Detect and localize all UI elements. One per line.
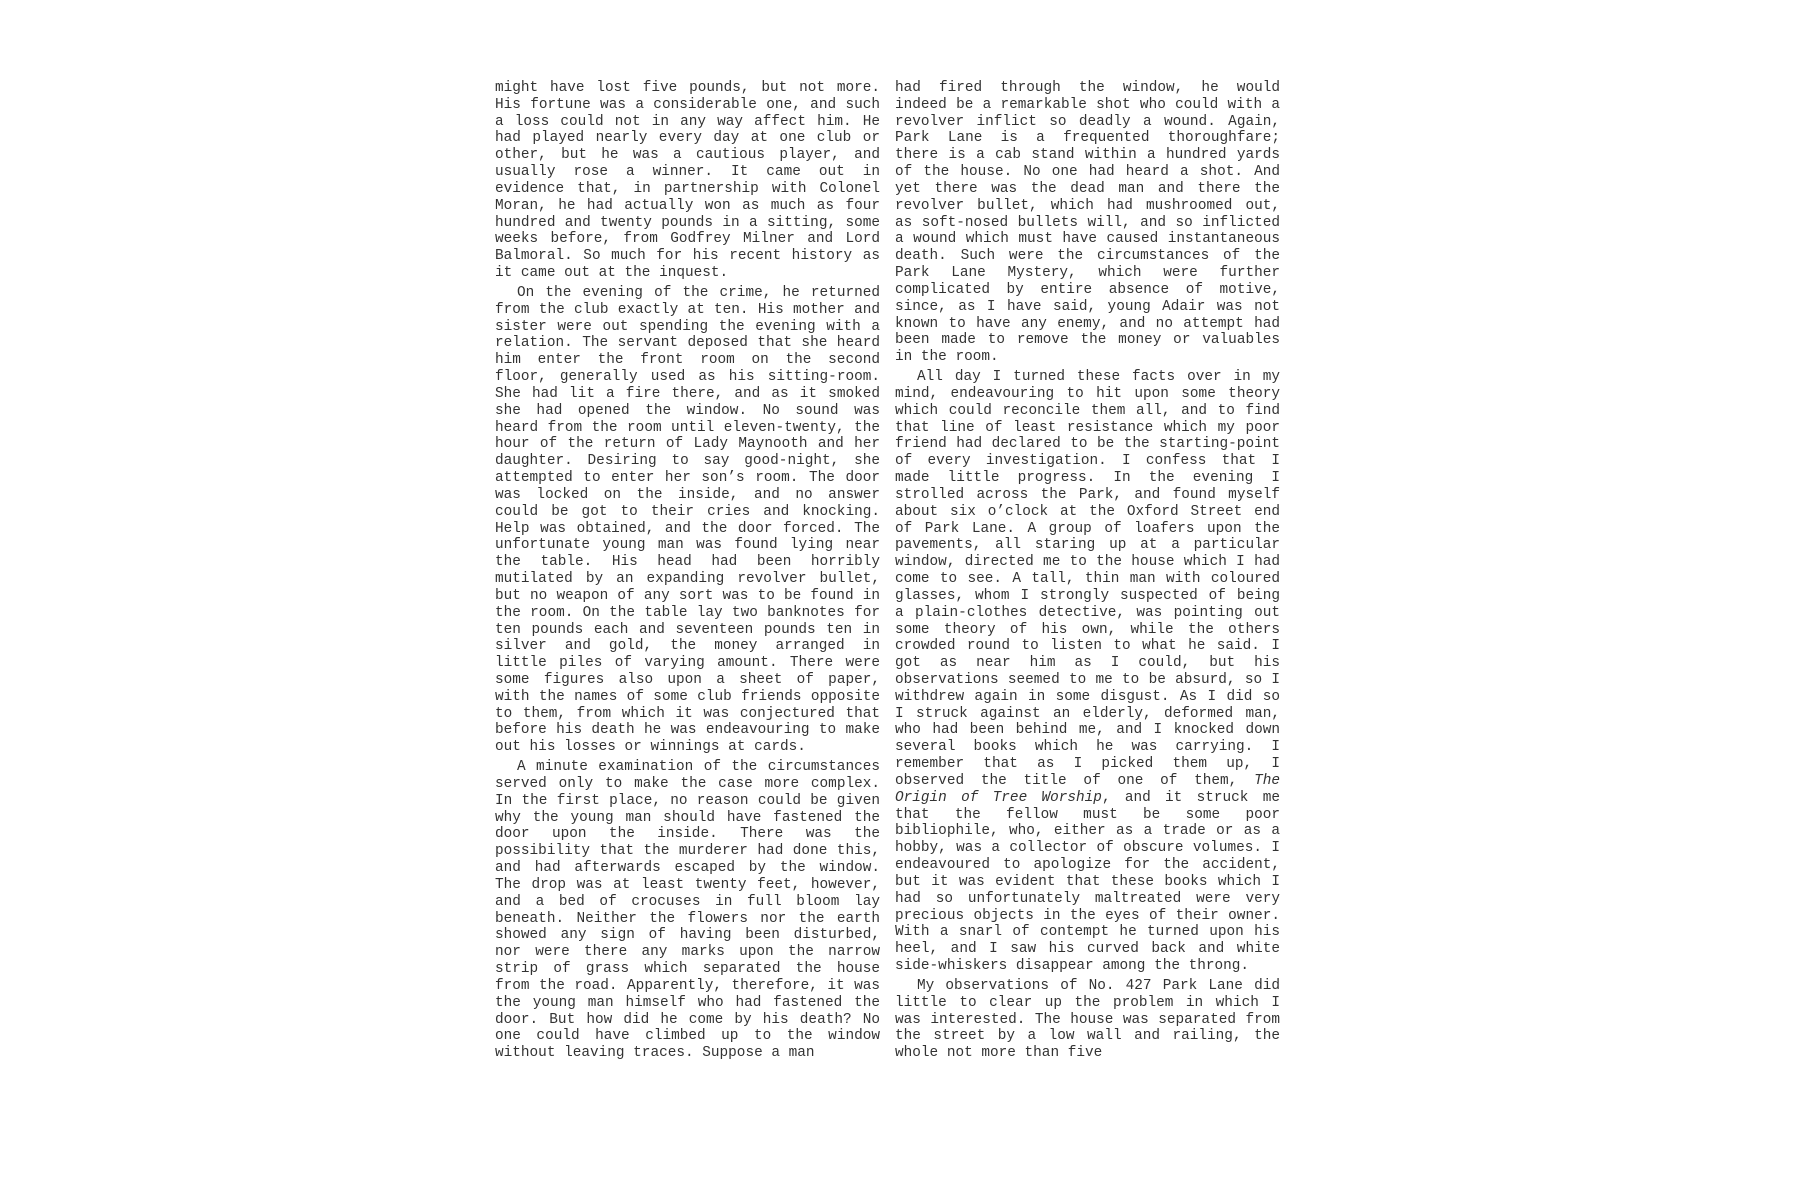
paragraph-right-3: My observations of No. 427 Park Lane did little to clear up the problem in which I was interested. The house was separated from the street by a low wall and railing, the whole not more than five	[895, 977, 1280, 1062]
paragraph-left-3: A minute examination of the circumstances served only to make the case more complex. In the first place, no reason could be given why the young man should have fastened the door upon the inside. There was the possibility that the murderer had done this, and had afterwards escaped by the window. The drop was at least twenty feet, however, and a bed of crocuses in full bloom lay beneath. Neither the flowers nor the earth showed any sign of having been disturbed, nor were there any marks upon the narrow strip of grass which separated the house from the road. Apparently, therefore, it was the young man himself who had fastened the door. But how did he come by his death? No one could have climbed up to the window without leaving traces. Suppose a man	[495, 759, 880, 1062]
paragraph-left-1: might have lost five pounds, but not more. His fortune was a considerable one, and such a loss could not in any way affect him. He had played nearly every day at one club or other, but he was a cautious player, and usually rose a winner. It came out in evidence that, in partnership with Colonel Moran, he had actually won as much as four hundred and twenty pounds in a sitting, some weeks before, from Godfrey Milner and Lord Balmoral. So much for his recent history as it came out at the inquest.	[495, 80, 880, 282]
paragraph-right-2-text-before: All day I turned these facts over in my mind, endeavouring to hit upon some theory which could reconcile them all, and to find that line of least resistance which my poor friend had declared to be the starting-point of every investigation. I confess that I made little progress. In the evening I strolled across the Park, and found myself about six o’clock at the Oxford Street end of Park Lane. A group of loafers upon the pavements, all staring up at a particular window, directed me to the house which I had come to see. A tall, thin man with coloured glasses, whom I strongly suspected of being a plain-clothes detective, was pointing out some theory of his own, while the others crowded round to listen to what he said. I got as near him as I could, but his observations seemed to me to be absurd, so I withdrew again in some disgust. As I did so I struck against an elderly, deformed man, who had been behind me, and I knocked down several books which he was carrying. I remember that as I picked them up, I observed the title of one of them,	[895, 369, 1280, 789]
book-title-italic: The Origin of Tree Worship	[895, 772, 1280, 806]
right-text-column	[895, 80, 1280, 1065]
paragraph-right-2	[895, 369, 1280, 975]
paragraph-left-2: On the evening of the crime, he returned from the club exactly at ten. His mother and sister were out spending the evening with a relation. The servant deposed that she heard him enter the front room on the second floor, generally used as his sitting-room. She had lit a fire there, and as it smoked she had opened the window. No sound was heard from the room until eleven-twenty, the hour of the return of Lady Maynooth and her daughter. Desiring to say good-night, she attempted to enter her son’s room. The door was locked on the inside, and no answer could be got to their cries and knocking. Help was obtained, and the door forced. The unfortunate young man was found lying near the table. His head had been horribly mutilated by an expanding revolver bullet, but no weapon of any sort was to be found in the room. On the table lay two banknotes for ten pounds each and seventeen pounds ten in silver and gold, the money arranged in little piles of varying amount. There were some figures also upon a sheet of paper, with the names of some club friends opposite to them, from which it was conjectured that before his death he was endeavouring to make out his losses or winnings at cards.	[495, 284, 880, 756]
paragraph-right-1: had fired through the window, he would indeed be a remarkable shot who could with a revolver inflict so deadly a wound. Again, Park Lane is a frequented thoroughfare; there is a cab stand within a hundred yards of the house. No one had heard a shot. And yet there was the dead man and there the revolver bullet, which had mushroomed out, as soft-nosed bullets will, and so inflicted a wound which must have caused instantaneous death. Such were the circumstances of the Park Lane Mystery, which were further complicated by entire absence of motive, since, as I have said, young Adair was not known to have any enemy, and no attempt had been made to remove the money or valuables in the room.	[895, 80, 1280, 366]
paragraph-right-2-text-after: , and it struck me that the fellow must be some poor bibliophile, who, either as a trade or as a hobby, was a collector of obscure volumes. I endeavoured to apologize for the accident, but it was evident that these books which I had so unfortunately maltreated were very precious objects in the eyes of their owner. With a snarl of contempt he turned upon his heel, and I saw his curved back and white side-whiskers disappear among the throng.	[895, 789, 1280, 975]
left-text-column	[495, 80, 880, 1065]
